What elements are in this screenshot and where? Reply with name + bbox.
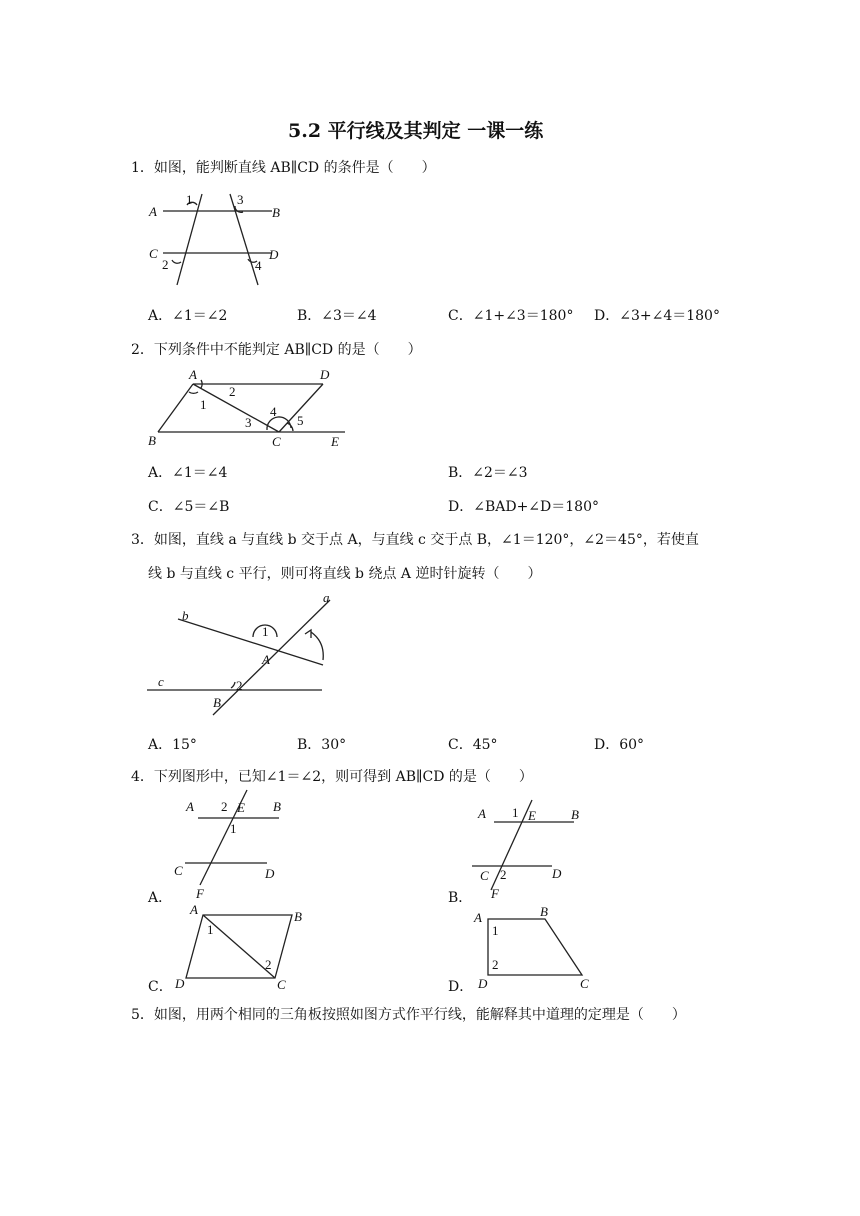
q4-option-c[interactable]: C． [148,979,173,995]
fig2-label-5: 5 [297,413,304,428]
q3-option-c[interactable]: C．45° [448,737,498,753]
fig3-label-1: 1 [262,624,269,639]
q3-option-b[interactable]: B．30° [297,737,347,753]
fig4c-label-D: D [175,976,185,991]
q2-option-b[interactable]: B．∠2＝∠3 [448,465,528,481]
fig4d-label-B: B [540,904,548,919]
fig3-label-2: 2 [236,678,243,693]
q3-option-a[interactable]: A．15° [148,737,197,753]
fig4c-label-C: C [277,977,286,992]
fig4a-label-B: B [273,799,281,814]
fig1-label-A: A [149,204,157,219]
fig4b-label-E: E [528,808,536,823]
fig1-label-4: 4 [255,258,262,273]
q1-option-c[interactable]: C．∠1+∠3＝180° [448,308,574,324]
fig4a-label-C: C [174,863,183,878]
fig4b-label-B: B [571,807,579,822]
fig3-label-c: c [158,674,164,689]
fig4b-label-F: F [491,886,499,901]
fig4d-label-D: D [478,976,488,991]
question-4-figure-c [172,902,302,992]
fig4b-label-2: 2 [500,867,507,882]
question-2-stem: 2．下列条件中不能判定 AB∥CD 的是（ ） [131,342,422,358]
q2-option-a[interactable]: A．∠1＝∠4 [148,465,228,481]
question-4-figure-a [165,790,295,900]
fig4d-label-1: 1 [492,923,499,938]
fig2-label-2: 2 [229,384,236,399]
fig3-label-A: A [262,652,270,667]
fig1-label-2: 2 [162,257,169,272]
fig4a-label-E: E [237,800,245,815]
fig2-label-C: C [272,434,281,449]
fig4b-label-A: A [478,806,486,821]
fig4a-label-2: 2 [221,799,228,814]
q3-option-d[interactable]: D．60° [594,737,645,753]
fig4d-label-A: A [474,910,482,925]
q1-option-b[interactable]: B．∠3＝∠4 [297,308,377,324]
question-5-stem: 5．如图，用两个相同的三角板按照如图方式作平行线，能解释其中道理的定理是（ ） [131,1007,686,1023]
fig1-label-B: B [272,205,280,220]
fig1-label-3: 3 [237,192,244,207]
fig2-label-3: 3 [245,415,252,430]
q1-option-a[interactable]: A．∠1＝∠2 [148,308,228,324]
fig1-label-D: D [269,247,279,262]
fig1-label-C: C [149,246,158,261]
question-1-stem: 1．如图，能判断直线 AB∥CD 的条件是（ ） [131,160,436,176]
question-1-figure [145,190,290,285]
q4-option-d[interactable]: D． [448,979,474,995]
fig2-label-B: B [148,433,156,448]
q4-option-b[interactable]: B． [448,890,473,906]
fig4b-label-1: 1 [512,805,519,820]
fig2-label-D: D [320,367,330,382]
question-3-stem-line1: 3．如图，直线 a 与直线 b 交于点 A，与直线 c 交于点 B，∠1＝120°，∠2＝45°，若使直 [131,532,699,548]
fig4d-label-C: C [580,976,589,991]
question-3-stem-line2: 线 b 与直线 c 平行，则可将直线 b 绕点 A 逆时针旋转（ ） [148,566,542,582]
fig2-label-1: 1 [200,397,207,412]
question-4-figure-d [470,905,595,990]
fig4c-label-2: 2 [265,957,272,972]
question-2-figure [145,365,350,450]
fig2-label-A: A [189,367,197,382]
q2-option-d[interactable]: D．∠BAD+∠D＝180° [448,499,599,515]
fig4a-label-1: 1 [230,821,237,836]
q2-option-c[interactable]: C．∠5＝∠B [148,499,230,515]
question-4-figure-b [466,800,591,900]
fig4c-label-1: 1 [207,922,214,937]
q4-option-a[interactable]: A． [148,890,173,906]
fig3-label-b: b [182,608,189,623]
fig2-label-4: 4 [270,404,277,419]
fig4a-label-D: D [265,866,275,881]
question-4-stem: 4．下列图形中，已知∠1＝∠2，则可得到 AB∥CD 的是（ ） [131,769,533,785]
fig3-label-B: B [213,695,221,710]
q1-option-d[interactable]: D．∠3+∠4＝180° [594,308,720,324]
fig4c-label-A: A [190,902,198,917]
fig2-label-E: E [331,434,339,449]
fig1-label-1: 1 [186,192,193,207]
fig3-label-a: a [323,590,330,605]
fig4d-label-2: 2 [492,957,499,972]
fig4a-label-F: F [196,886,204,901]
fig4b-label-C: C [480,868,489,883]
question-3-figure [145,590,340,715]
fig4b-label-D: D [552,866,562,881]
fig4a-label-A: A [186,799,194,814]
fig4c-label-B: B [294,909,302,924]
page-title: 5.2 平行线及其判定 一课一练 [288,120,544,142]
